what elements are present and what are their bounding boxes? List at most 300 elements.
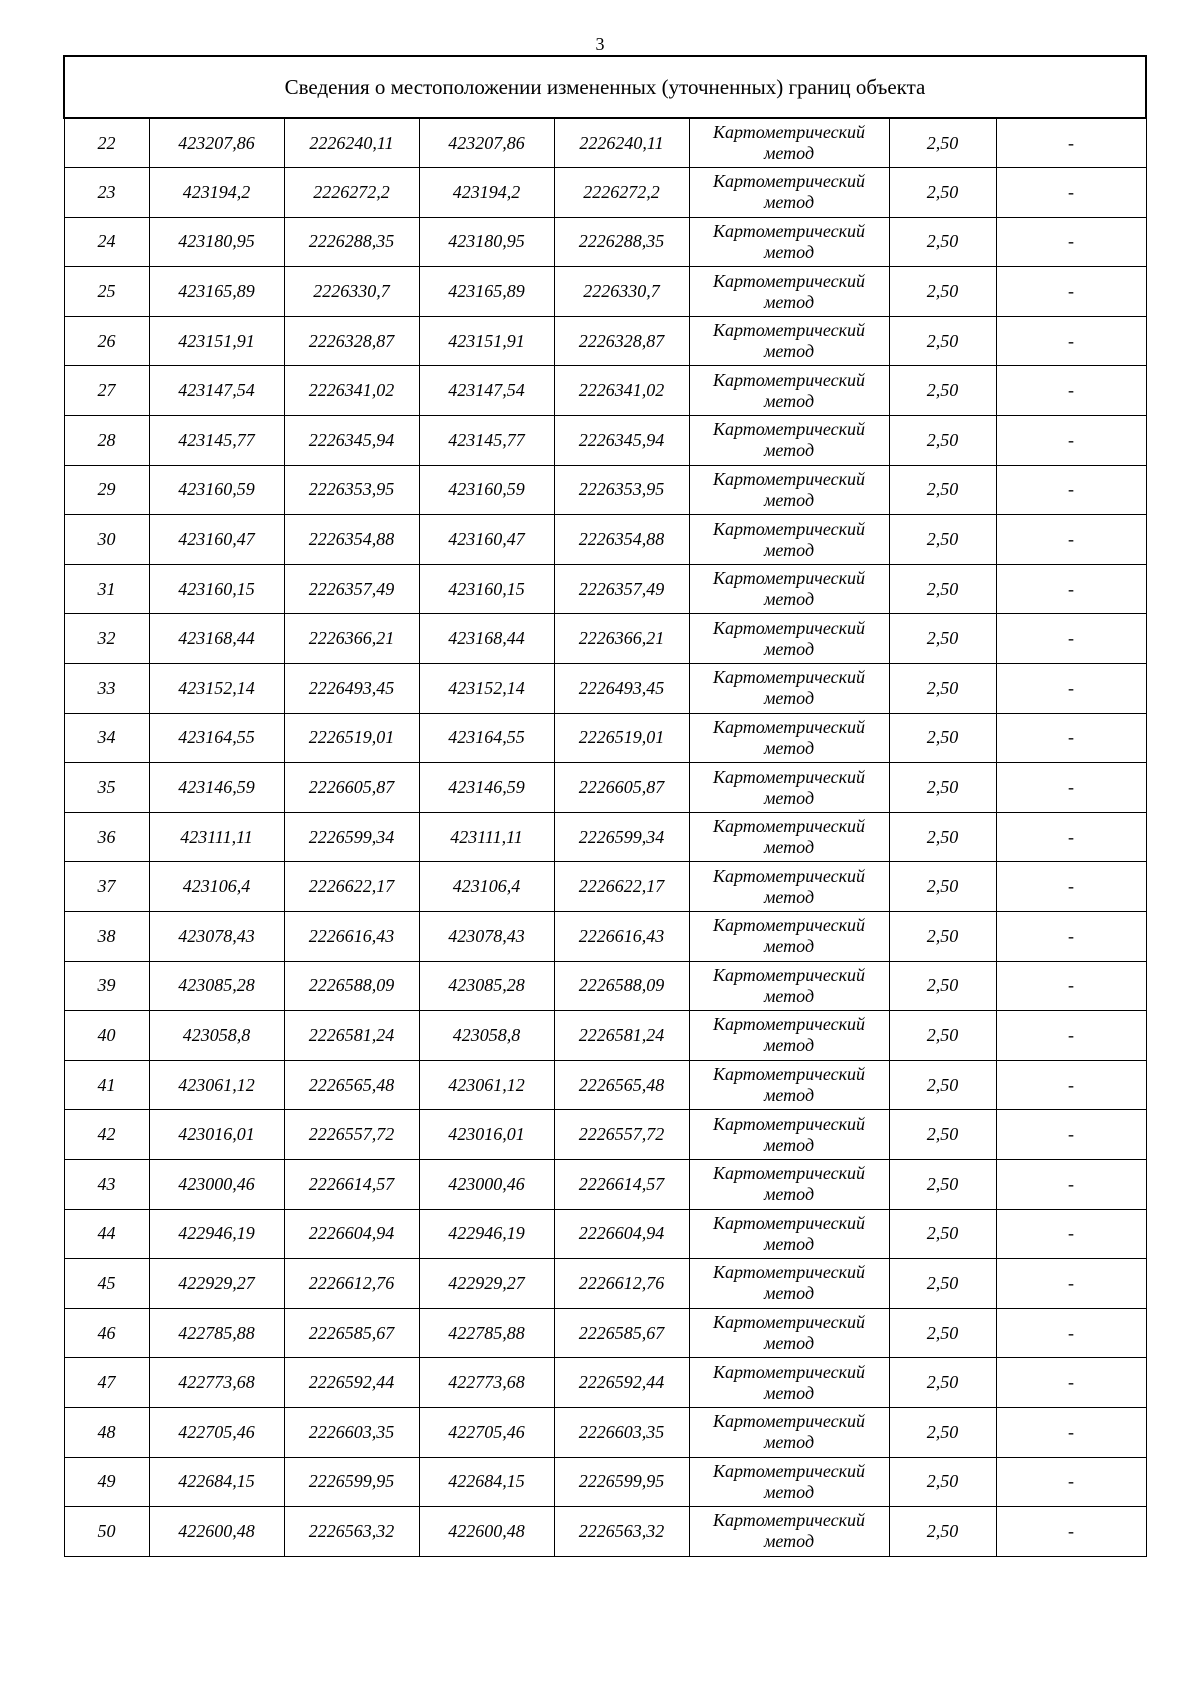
method-line-1: Картометрический	[712, 220, 865, 241]
note-cell: -	[996, 812, 1146, 862]
point-number-cell: 22	[64, 118, 149, 168]
method-line-1: Картометрический	[712, 1014, 865, 1035]
note-cell: -	[996, 1358, 1146, 1408]
y-new-cell: 2226288,35	[554, 217, 689, 267]
x-new-cell: 423111,11	[419, 812, 554, 862]
y-new-cell: 2226557,72	[554, 1110, 689, 1160]
method-line-1: Картометрический	[712, 1064, 865, 1085]
x-new-cell: 423160,59	[419, 465, 554, 515]
x-old-cell: 423000,46	[149, 1159, 284, 1209]
method-line-2: метод	[763, 1035, 815, 1056]
accuracy-cell: 2,50	[889, 1159, 996, 1209]
note-cell: -	[996, 664, 1146, 714]
x-new-cell: 423194,2	[419, 168, 554, 218]
x-new-cell: 423085,28	[419, 961, 554, 1011]
x-old-cell: 422785,88	[149, 1308, 284, 1358]
point-number-cell: 28	[64, 416, 149, 466]
x-new-cell: 423168,44	[419, 614, 554, 664]
boundary-coordinates-sheet	[63, 55, 1145, 1557]
note-cell: -	[996, 1110, 1146, 1160]
y-new-cell: 2226616,43	[554, 912, 689, 962]
y-old-cell: 2226557,72	[284, 1110, 419, 1160]
page-number: 3	[595, 34, 605, 54]
x-new-cell: 423165,89	[419, 267, 554, 317]
accuracy-cell: 2,50	[889, 1209, 996, 1259]
x-old-cell: 422946,19	[149, 1209, 284, 1259]
table-row	[64, 267, 1146, 317]
y-old-cell: 2226588,09	[284, 961, 419, 1011]
table-row	[64, 1011, 1146, 1061]
y-new-cell: 2226605,87	[554, 763, 689, 813]
x-new-cell: 423151,91	[419, 316, 554, 366]
y-old-cell: 2226341,02	[284, 366, 419, 416]
note-cell: -	[996, 1308, 1146, 1358]
method-line-1: Картометрический	[712, 915, 865, 936]
method-line-1: Картометрический	[712, 964, 865, 985]
method-cell	[689, 1209, 889, 1259]
method-line-2: метод	[763, 143, 815, 164]
method-cell	[689, 267, 889, 317]
point-number-cell: 41	[64, 1060, 149, 1110]
x-old-cell: 423194,2	[149, 168, 284, 218]
method-line-1: Картометрический	[712, 568, 865, 589]
y-old-cell: 2226563,32	[284, 1507, 419, 1557]
method-cell	[689, 564, 889, 614]
note-cell: -	[996, 366, 1146, 416]
table-row	[64, 664, 1146, 714]
y-new-cell: 2226599,95	[554, 1457, 689, 1507]
x-new-cell: 423016,01	[419, 1110, 554, 1160]
x-old-cell: 423061,12	[149, 1060, 284, 1110]
table-title: Сведения о местоположении измененных (уточненных) границ объекта	[64, 56, 1146, 118]
method-cell	[689, 366, 889, 416]
y-new-cell: 2226592,44	[554, 1358, 689, 1408]
point-number-cell: 23	[64, 168, 149, 218]
method-cell	[689, 1110, 889, 1160]
x-old-cell: 423016,01	[149, 1110, 284, 1160]
y-new-cell: 2226328,87	[554, 316, 689, 366]
y-new-cell: 2226599,34	[554, 812, 689, 862]
y-old-cell: 2226519,01	[284, 713, 419, 763]
method-line-1: Картометрический	[712, 1262, 865, 1283]
y-old-cell: 2226354,88	[284, 515, 419, 565]
y-new-cell: 2226341,02	[554, 366, 689, 416]
accuracy-cell: 2,50	[889, 1507, 996, 1557]
x-new-cell: 423147,54	[419, 366, 554, 416]
y-new-cell: 2226612,76	[554, 1259, 689, 1309]
x-new-cell: 422785,88	[419, 1308, 554, 1358]
method-line-2: метод	[763, 1531, 815, 1552]
point-number-cell: 50	[64, 1507, 149, 1557]
x-old-cell: 423165,89	[149, 267, 284, 317]
method-line-1: Картометрический	[712, 1163, 865, 1184]
accuracy-cell: 2,50	[889, 862, 996, 912]
x-new-cell: 422705,46	[419, 1407, 554, 1457]
method-line-1: Картометрический	[712, 122, 865, 143]
method-line-1: Картометрический	[712, 171, 865, 192]
accuracy-cell: 2,50	[889, 515, 996, 565]
method-line-2: метод	[763, 837, 815, 858]
method-line-2: метод	[763, 539, 815, 560]
y-old-cell: 2226357,49	[284, 564, 419, 614]
y-old-cell: 2226328,87	[284, 316, 419, 366]
note-cell: -	[996, 1209, 1146, 1259]
x-old-cell: 422929,27	[149, 1259, 284, 1309]
method-line-2: метод	[763, 589, 815, 610]
table-row	[64, 763, 1146, 813]
method-cell	[689, 316, 889, 366]
method-cell	[689, 118, 889, 168]
y-old-cell: 2226612,76	[284, 1259, 419, 1309]
x-new-cell: 422773,68	[419, 1358, 554, 1408]
table-row	[64, 862, 1146, 912]
method-line-1: Картометрический	[712, 667, 865, 688]
point-number-cell: 34	[64, 713, 149, 763]
method-line-2: метод	[763, 1134, 815, 1155]
accuracy-cell: 2,50	[889, 217, 996, 267]
method-line-1: Картометрический	[712, 270, 865, 291]
x-old-cell: 423147,54	[149, 366, 284, 416]
x-new-cell: 423180,95	[419, 217, 554, 267]
y-old-cell: 2226330,7	[284, 267, 419, 317]
y-new-cell: 2226565,48	[554, 1060, 689, 1110]
x-old-cell: 423160,59	[149, 465, 284, 515]
method-cell	[689, 1259, 889, 1309]
accuracy-cell: 2,50	[889, 416, 996, 466]
accuracy-cell: 2,50	[889, 1060, 996, 1110]
x-old-cell: 423058,8	[149, 1011, 284, 1061]
note-cell: -	[996, 515, 1146, 565]
method-line-2: метод	[763, 638, 815, 659]
method-line-1: Картометрический	[712, 617, 865, 638]
note-cell: -	[996, 217, 1146, 267]
y-new-cell: 2226354,88	[554, 515, 689, 565]
note-cell: -	[996, 1407, 1146, 1457]
point-number-cell: 31	[64, 564, 149, 614]
point-number-cell: 39	[64, 961, 149, 1011]
x-new-cell: 423160,47	[419, 515, 554, 565]
accuracy-cell: 2,50	[889, 366, 996, 416]
x-new-cell: 423146,59	[419, 763, 554, 813]
x-new-cell: 423160,15	[419, 564, 554, 614]
accuracy-cell: 2,50	[889, 267, 996, 317]
method-cell	[689, 1308, 889, 1358]
x-old-cell: 423106,4	[149, 862, 284, 912]
table-row	[64, 812, 1146, 862]
x-old-cell: 422600,48	[149, 1507, 284, 1557]
x-old-cell: 423168,44	[149, 614, 284, 664]
method-cell	[689, 763, 889, 813]
y-old-cell: 2226240,11	[284, 118, 419, 168]
method-line-1: Картометрический	[712, 419, 865, 440]
table-row	[64, 515, 1146, 565]
y-old-cell: 2226592,44	[284, 1358, 419, 1408]
point-number-cell: 36	[64, 812, 149, 862]
note-cell: -	[996, 168, 1146, 218]
y-old-cell: 2226614,57	[284, 1159, 419, 1209]
y-new-cell: 2226519,01	[554, 713, 689, 763]
point-number-cell: 24	[64, 217, 149, 267]
method-line-2: метод	[763, 1233, 815, 1254]
x-old-cell: 423146,59	[149, 763, 284, 813]
note-cell: -	[996, 267, 1146, 317]
point-number-cell: 46	[64, 1308, 149, 1358]
method-cell	[689, 961, 889, 1011]
note-cell: -	[996, 118, 1146, 168]
x-old-cell: 423207,86	[149, 118, 284, 168]
method-line-1: Картометрический	[712, 716, 865, 737]
point-number-cell: 37	[64, 862, 149, 912]
point-number-cell: 35	[64, 763, 149, 813]
y-new-cell: 2226357,49	[554, 564, 689, 614]
boundary-coordinates-table	[63, 55, 1147, 1557]
accuracy-cell: 2,50	[889, 763, 996, 813]
y-old-cell: 2226616,43	[284, 912, 419, 962]
method-line-2: метод	[763, 291, 815, 312]
method-line-1: Картометрический	[712, 1510, 865, 1531]
point-number-cell: 49	[64, 1457, 149, 1507]
point-number-cell: 26	[64, 316, 149, 366]
y-new-cell: 2226272,2	[554, 168, 689, 218]
point-number-cell: 48	[64, 1407, 149, 1457]
y-old-cell: 2226493,45	[284, 664, 419, 714]
table-row	[64, 1407, 1146, 1457]
method-line-1: Картометрический	[712, 1361, 865, 1382]
table-row	[64, 912, 1146, 962]
table-row	[64, 416, 1146, 466]
y-new-cell: 2226563,32	[554, 1507, 689, 1557]
method-line-1: Картометрический	[712, 320, 865, 341]
accuracy-cell: 2,50	[889, 1110, 996, 1160]
table-row	[64, 1259, 1146, 1309]
note-cell: -	[996, 1060, 1146, 1110]
accuracy-cell: 2,50	[889, 912, 996, 962]
y-new-cell: 2226240,11	[554, 118, 689, 168]
method-cell	[689, 416, 889, 466]
method-line-2: метод	[763, 241, 815, 262]
method-line-1: Картометрический	[712, 816, 865, 837]
point-number-cell: 45	[64, 1259, 149, 1309]
method-line-2: метод	[763, 737, 815, 758]
y-old-cell: 2226604,94	[284, 1209, 419, 1259]
method-line-1: Картометрический	[712, 1212, 865, 1233]
method-line-2: метод	[763, 390, 815, 411]
accuracy-cell: 2,50	[889, 1308, 996, 1358]
y-old-cell: 2226272,2	[284, 168, 419, 218]
x-new-cell: 423152,14	[419, 664, 554, 714]
method-line-2: метод	[763, 787, 815, 808]
x-new-cell: 423106,4	[419, 862, 554, 912]
note-cell: -	[996, 862, 1146, 912]
method-cell	[689, 1011, 889, 1061]
y-new-cell: 2226353,95	[554, 465, 689, 515]
method-line-2: метод	[763, 192, 815, 213]
x-new-cell: 422929,27	[419, 1259, 554, 1309]
method-line-1: Картометрический	[712, 1411, 865, 1432]
y-new-cell: 2226345,94	[554, 416, 689, 466]
point-number-cell: 27	[64, 366, 149, 416]
x-new-cell: 423145,77	[419, 416, 554, 466]
method-line-1: Картометрический	[712, 1460, 865, 1481]
x-old-cell: 422705,46	[149, 1407, 284, 1457]
method-cell	[689, 912, 889, 962]
method-cell	[689, 1457, 889, 1507]
method-cell	[689, 614, 889, 664]
y-new-cell: 2226604,94	[554, 1209, 689, 1259]
y-new-cell: 2226493,45	[554, 664, 689, 714]
x-old-cell: 423152,14	[149, 664, 284, 714]
method-line-2: метод	[763, 688, 815, 709]
method-line-2: метод	[763, 1382, 815, 1403]
x-old-cell: 423160,47	[149, 515, 284, 565]
table-row	[64, 1507, 1146, 1557]
y-old-cell: 2226581,24	[284, 1011, 419, 1061]
method-line-1: Картометрический	[712, 1312, 865, 1333]
method-cell	[689, 812, 889, 862]
x-old-cell: 423085,28	[149, 961, 284, 1011]
accuracy-cell: 2,50	[889, 812, 996, 862]
table-row	[64, 614, 1146, 664]
note-cell: -	[996, 713, 1146, 763]
x-old-cell: 423180,95	[149, 217, 284, 267]
x-new-cell: 423058,8	[419, 1011, 554, 1061]
point-number-cell: 29	[64, 465, 149, 515]
table-row	[64, 1159, 1146, 1209]
x-new-cell: 423078,43	[419, 912, 554, 962]
y-new-cell: 2226603,35	[554, 1407, 689, 1457]
note-cell: -	[996, 416, 1146, 466]
method-cell	[689, 1358, 889, 1408]
x-old-cell: 422773,68	[149, 1358, 284, 1408]
method-line-2: метод	[763, 341, 815, 362]
note-cell: -	[996, 1011, 1146, 1061]
accuracy-cell: 2,50	[889, 118, 996, 168]
table-row	[64, 465, 1146, 515]
point-number-cell: 30	[64, 515, 149, 565]
note-cell: -	[996, 564, 1146, 614]
y-new-cell: 2226622,17	[554, 862, 689, 912]
note-cell: -	[996, 1159, 1146, 1209]
x-new-cell: 423000,46	[419, 1159, 554, 1209]
x-old-cell: 423160,15	[149, 564, 284, 614]
y-old-cell: 2226599,34	[284, 812, 419, 862]
table-row	[64, 1358, 1146, 1408]
x-new-cell: 422946,19	[419, 1209, 554, 1259]
method-line-1: Картометрический	[712, 766, 865, 787]
x-old-cell: 423111,11	[149, 812, 284, 862]
table-row	[64, 366, 1146, 416]
table-row	[64, 168, 1146, 218]
note-cell: -	[996, 614, 1146, 664]
method-line-2: метод	[763, 985, 815, 1006]
method-cell	[689, 862, 889, 912]
note-cell: -	[996, 763, 1146, 813]
point-number-cell: 42	[64, 1110, 149, 1160]
note-cell: -	[996, 1259, 1146, 1309]
point-number-cell: 38	[64, 912, 149, 962]
y-old-cell: 2226345,94	[284, 416, 419, 466]
y-new-cell: 2226581,24	[554, 1011, 689, 1061]
x-old-cell: 423151,91	[149, 316, 284, 366]
y-old-cell: 2226605,87	[284, 763, 419, 813]
accuracy-cell: 2,50	[889, 316, 996, 366]
x-old-cell: 423145,77	[149, 416, 284, 466]
y-old-cell: 2226366,21	[284, 614, 419, 664]
y-new-cell: 2226330,7	[554, 267, 689, 317]
table-row	[64, 713, 1146, 763]
table-row	[64, 1308, 1146, 1358]
method-line-2: метод	[763, 1085, 815, 1106]
y-old-cell: 2226622,17	[284, 862, 419, 912]
method-line-2: метод	[763, 1333, 815, 1354]
point-number-cell: 44	[64, 1209, 149, 1259]
table-row	[64, 1060, 1146, 1110]
method-line-1: Картометрический	[712, 865, 865, 886]
point-number-cell: 43	[64, 1159, 149, 1209]
y-old-cell: 2226599,95	[284, 1457, 419, 1507]
table-row	[64, 1457, 1146, 1507]
method-cell	[689, 1507, 889, 1557]
x-old-cell: 422684,15	[149, 1457, 284, 1507]
table-row	[64, 1209, 1146, 1259]
x-new-cell: 422684,15	[419, 1457, 554, 1507]
method-line-1: Картометрический	[712, 369, 865, 390]
accuracy-cell: 2,50	[889, 713, 996, 763]
y-new-cell: 2226614,57	[554, 1159, 689, 1209]
note-cell: -	[996, 912, 1146, 962]
method-cell	[689, 515, 889, 565]
y-old-cell: 2226585,67	[284, 1308, 419, 1358]
method-line-2: метод	[763, 489, 815, 510]
accuracy-cell: 2,50	[889, 614, 996, 664]
accuracy-cell: 2,50	[889, 1358, 996, 1408]
method-line-2: метод	[763, 886, 815, 907]
table-body	[64, 56, 1146, 1556]
y-old-cell: 2226565,48	[284, 1060, 419, 1110]
x-new-cell: 422600,48	[419, 1507, 554, 1557]
method-line-2: метод	[763, 1184, 815, 1205]
x-new-cell: 423061,12	[419, 1060, 554, 1110]
method-line-1: Картометрический	[712, 468, 865, 489]
method-line-2: метод	[763, 1432, 815, 1453]
note-cell: -	[996, 316, 1146, 366]
note-cell: -	[996, 1507, 1146, 1557]
y-old-cell: 2226288,35	[284, 217, 419, 267]
note-cell: -	[996, 465, 1146, 515]
accuracy-cell: 2,50	[889, 168, 996, 218]
method-line-2: метод	[763, 1481, 815, 1502]
x-new-cell: 423207,86	[419, 118, 554, 168]
method-line-2: метод	[763, 1283, 815, 1304]
accuracy-cell: 2,50	[889, 564, 996, 614]
accuracy-cell: 2,50	[889, 1457, 996, 1507]
method-cell	[689, 1060, 889, 1110]
point-number-cell: 32	[64, 614, 149, 664]
accuracy-cell: 2,50	[889, 961, 996, 1011]
method-cell	[689, 217, 889, 267]
y-new-cell: 2226588,09	[554, 961, 689, 1011]
y-old-cell: 2226353,95	[284, 465, 419, 515]
x-new-cell: 423164,55	[419, 713, 554, 763]
method-cell	[689, 664, 889, 714]
method-line-2: метод	[763, 440, 815, 461]
method-line-1: Картометрический	[712, 518, 865, 539]
table-row	[64, 118, 1146, 168]
y-old-cell: 2226603,35	[284, 1407, 419, 1457]
y-new-cell: 2226366,21	[554, 614, 689, 664]
accuracy-cell: 2,50	[889, 1407, 996, 1457]
accuracy-cell: 2,50	[889, 465, 996, 515]
